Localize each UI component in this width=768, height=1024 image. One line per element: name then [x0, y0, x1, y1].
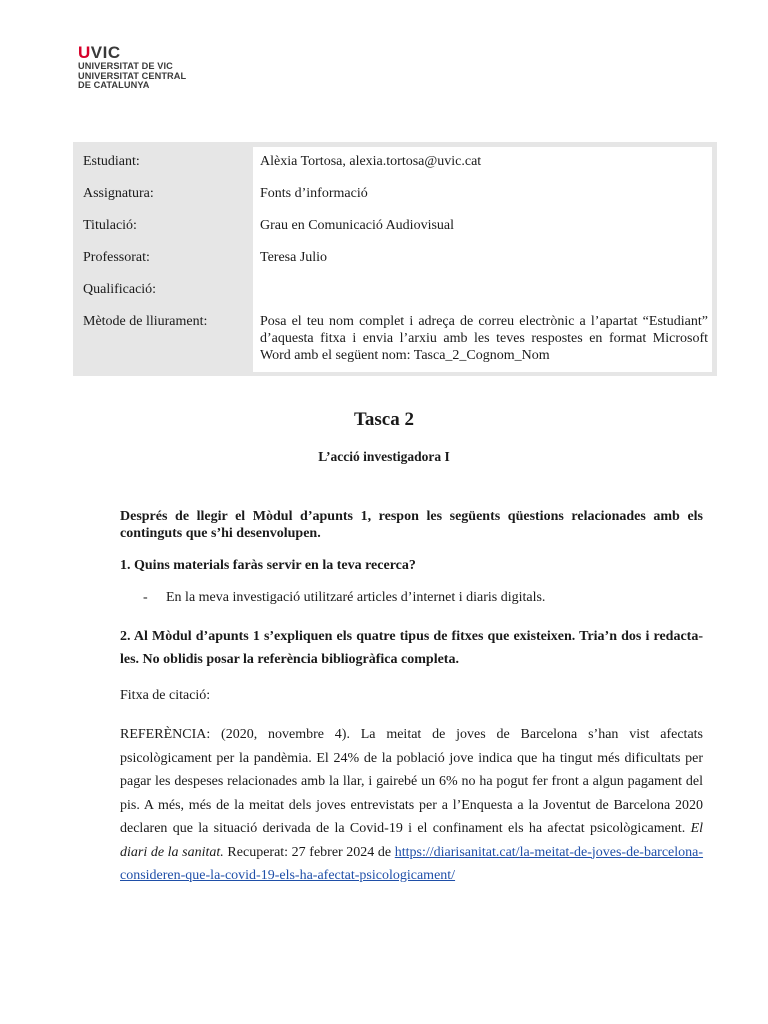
reference-paragraph: [120, 723, 703, 888]
question-2: 2. Al Mòdul d’apunts 1 s’expliquen els quatre tipus de fitxes que existeixen. Tria’n dos i redacta-les. No oblidis posar la referència bibliogràfica completa.: [120, 629, 703, 667]
logo-line-1: UNIVERSITAT DE VIC: [78, 61, 173, 71]
question-1: 1. Quins materials faràs servir en la teva recerca?: [120, 558, 416, 573]
logo-line-2: UNIVERSITAT CENTRAL: [78, 70, 187, 81]
university-logo: [78, 44, 186, 91]
info-label: Assignatura:: [83, 186, 154, 201]
logo-mark-u: U: [78, 43, 91, 62]
reference-retrieved: Recuperat: 27 febrer 2024 de: [227, 844, 392, 860]
info-label: Mètode de lliurament:: [83, 314, 208, 329]
info-value: Alèxia Tortosa, alexia.tortosa@uvic.cat: [260, 154, 482, 169]
logo-mark-rest: VIC: [90, 43, 121, 62]
reference-text: REFERÈNCIA: (2020, novembre 4). La meitat de joves de Barcelona s’han vist afectats psicològicament per la pandèmia. El 24% de la població jove indica que ha tingut més dificultats per pagar les despeses relacionades amb la llar, i gairebé un 6% no ha pogut fer front a algun pagament del pis. A més, més de la meitat dels joves entrevistats per a l’Enquesta a la Joventut de Barcelona 2020 declaren que la situació derivada de la Covid-19 i el confinament els ha afectat psicològicament.: [120, 727, 703, 836]
info-label: Professorat:: [83, 250, 150, 265]
reference-link[interactable]: https://diarisanitat.cat/la-meitat-de-joves-de-barcelona-consideren-que-la-covid-19-els-ha-afectat-psicologicament/: [120, 844, 704, 883]
info-table: [73, 142, 717, 376]
fitxa-label: Fitxa de citació:: [120, 688, 211, 703]
info-value: Teresa Julio: [260, 250, 328, 265]
info-label: Estudiant:: [83, 154, 140, 169]
intro-text: Després de llegir el Mòdul d’apunts 1, respon les següents qüestions relacionades amb els continguts que s’hi desenvolupen.: [120, 509, 703, 541]
info-label: Titulació:: [83, 218, 137, 233]
page-title: Tasca 2: [353, 409, 414, 430]
reference-source: El diari de la sanitat.: [120, 821, 704, 860]
info-value: Grau en Comunicació Audiovisual: [260, 218, 455, 233]
info-value: Posa el teu nom complet i adreça de correu electrònic a l’apartat “Estudiant” d’aquesta fitxa i envia l’arxiu amb les teves respostes en format Microsoft Word amb el següent nom: Tasca_2_Cognom_Nom: [260, 314, 708, 363]
logo-mark: [78, 44, 186, 61]
info-label: Qualificació:: [83, 282, 157, 297]
answer-1: En la meva investigació utilitzaré articles d’internet i diaris digitals.: [166, 590, 546, 605]
logo-text: [78, 62, 186, 91]
bullet-marker: -: [143, 590, 148, 605]
info-value: Fonts d’informació: [260, 186, 368, 201]
logo-line-3: DE CATALUNYA: [78, 80, 150, 91]
page-subtitle: L’acció investigadora I: [318, 449, 450, 464]
